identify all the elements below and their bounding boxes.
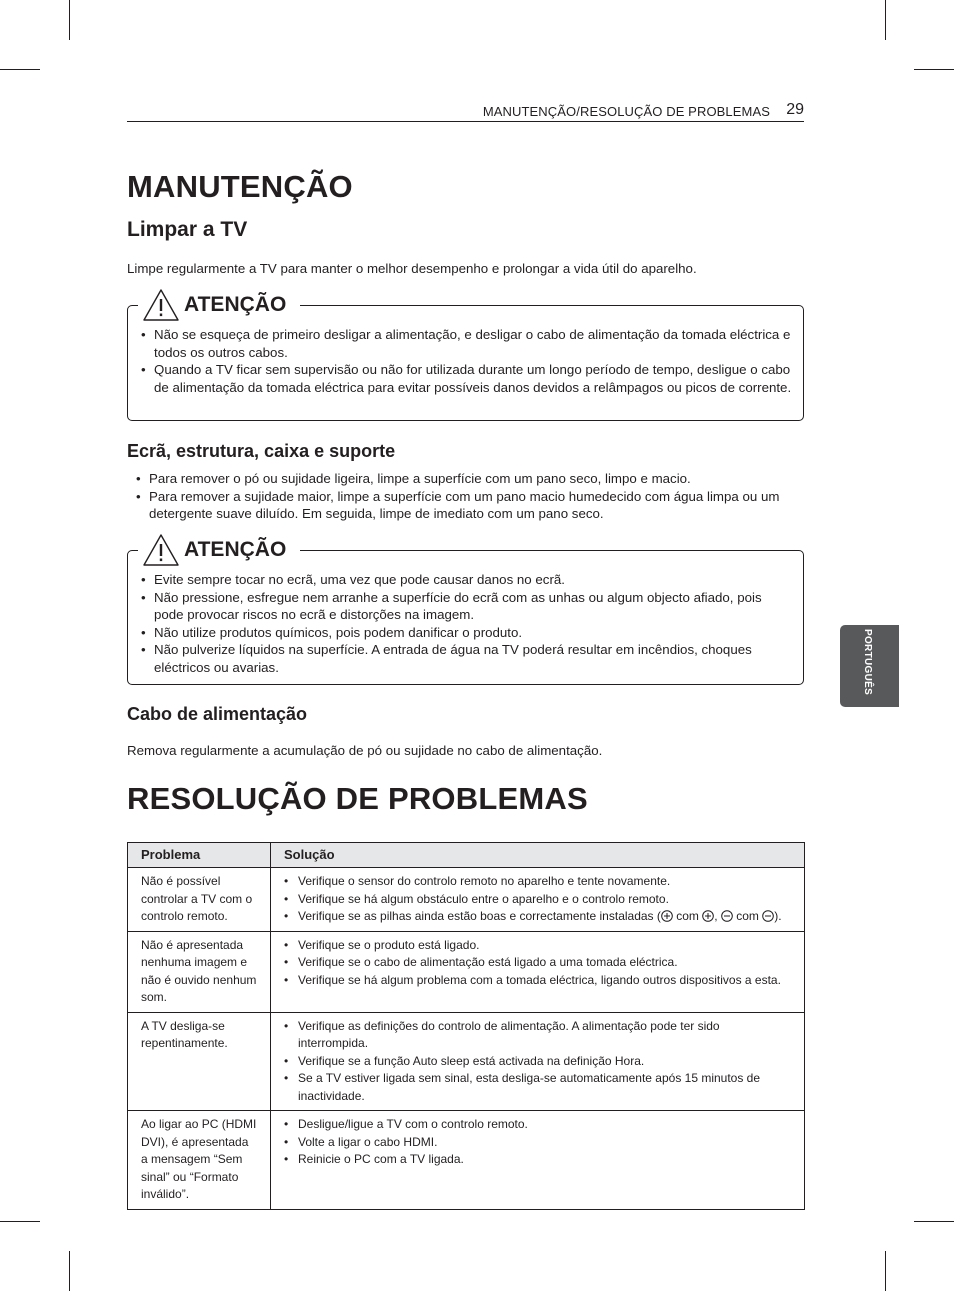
crop-mark <box>0 1221 40 1222</box>
header-section-title: MANUTENÇÃO/RESOLUÇÃO DE PROBLEMAS <box>482 104 770 119</box>
list-item: • Não pressione, esfregue nem arranhe a superfície do ecrã com as unhas ou algum objecto afiado, pois pode provocar riscos no ecrã e distorções na imagem. <box>141 589 793 624</box>
caution-label: ATENÇÃO <box>184 538 287 561</box>
power-cord-text: Remova regularmente a acumulação de pó ou sujidade no cabo de alimentação. <box>127 743 603 758</box>
caution-header <box>138 533 300 567</box>
problem-cell: Não é apresentada nenhuma imagem e não é ouvido nenhum som. <box>128 931 271 1012</box>
problem-cell: Ao ligar ao PC (HDMI DVI), é apresentada a mensagem “Sem sinal” ou “Formato inválido”. <box>128 1111 271 1210</box>
troubleshooting-table <box>127 842 805 1210</box>
list-item <box>284 908 791 926</box>
list-item: • Para remover a sujidade maior, limpe a superfície com um pano macio humedecido com água limpa ou um detergente suave diluído. Em seguida, limpe de imediato com um pano seco. <box>136 488 808 523</box>
list-item: • Volte a ligar o cabo HDMI. <box>284 1134 791 1152</box>
list-item: • Quando a TV ficar sem supervisão ou não for utilizada durante um longo período de tempo, desligue o cabo de alimentação da tomada eléctrica para evitar possíveis danos devidos a relâmpagos ou picos de corrente. <box>141 361 793 396</box>
maintenance-title: MANUTENÇÃO <box>127 169 353 204</box>
caution-label: ATENÇÃO <box>184 293 287 316</box>
power-cord-title: Cabo de alimentação <box>127 704 308 724</box>
battery-text: Verifique se as pilhas ainda estão boas e correctamente instaladas ( <box>298 909 661 923</box>
battery-text: , <box>714 909 721 923</box>
minus-terminal-icon <box>721 910 733 922</box>
battery-text: com <box>672 909 703 923</box>
list-item: • Verifique o sensor do controlo remoto no aparelho e tente novamente. <box>284 873 791 891</box>
crop-mark <box>69 1251 70 1291</box>
crop-mark <box>885 1251 886 1291</box>
clean-tv-title: Limpar a TV <box>127 218 248 241</box>
crop-mark <box>914 69 954 70</box>
caution-list <box>141 571 793 676</box>
list-item: • Verifique se há algum problema com a tomada eléctrica, ligando outros dispositivos a esta. <box>284 972 791 990</box>
list-item: • Não pulverize líquidos na superfície. A entrada de água na TV poderá resultar em incêndios, choques eléctricos ou avarias. <box>141 641 793 676</box>
table-row <box>128 1111 805 1210</box>
crop-mark <box>0 69 40 70</box>
caution-box <box>127 538 804 685</box>
plus-terminal-icon <box>661 910 673 922</box>
solution-cell <box>271 1111 805 1210</box>
problem-cell: A TV desliga-se repentinamente. <box>128 1012 271 1111</box>
list-item: • Desligue/ligue a TV com o controlo remoto. <box>284 1116 791 1134</box>
screen-cleaning-list <box>136 470 808 523</box>
plus-terminal-icon <box>702 910 714 922</box>
caution-list <box>141 326 793 396</box>
crop-mark <box>69 0 70 40</box>
list-item: • Se a TV estiver ligada sem sinal, esta desliga-se automaticamente após 15 minutos de inactividade. <box>284 1070 791 1105</box>
warning-icon <box>142 288 180 322</box>
list-item: • Evite sempre tocar no ecrã, uma vez que pode causar danos no ecrã. <box>141 571 793 589</box>
list-item: • Verifique se há algum obstáculo entre o aparelho e o controlo remoto. <box>284 891 791 909</box>
list-item: • Não se esqueça de primeiro desligar a alimentação, e desligar o cabo de alimentação da tomada eléctrica e todos os outros cabos. <box>141 326 793 361</box>
screen-section-title: Ecrã, estrutura, caixa e suporte <box>127 441 396 461</box>
list-item: • Para remover o pó ou sujidade ligeira, limpe a superfície com um pano seco, limpo e macio. <box>136 470 808 488</box>
troubleshooting-title: RESOLUÇÃO DE PROBLEMAS <box>127 781 588 816</box>
crop-mark <box>914 1221 954 1222</box>
list-item: • Reinicie o PC com a TV ligada. <box>284 1151 791 1169</box>
column-header-solution: Solução <box>271 843 805 868</box>
caution-header <box>138 288 300 322</box>
table-row <box>128 1012 805 1111</box>
page-header <box>127 101 804 122</box>
page-number: 29 <box>786 101 804 118</box>
column-header-problem: Problema <box>128 843 271 868</box>
battery-text: ). <box>774 909 782 923</box>
solution-cell <box>271 931 805 1012</box>
table-header-row <box>128 843 805 868</box>
list-item: • Verifique as definições do controlo de alimentação. A alimentação pode ter sido interrompida. <box>284 1018 791 1053</box>
battery-text: com <box>732 909 763 923</box>
solution-cell <box>271 868 805 932</box>
caution-box <box>127 293 804 421</box>
crop-mark <box>885 0 886 40</box>
solution-cell <box>271 1012 805 1111</box>
problem-cell: Não é possível controlar a TV com o controlo remoto. <box>128 868 271 932</box>
language-tab-label: PORTUGUÊS <box>862 629 873 696</box>
table-row <box>128 868 805 932</box>
list-item: • Não utilize produtos químicos, pois podem danificar o produto. <box>141 624 793 642</box>
list-item: • Verifique se o cabo de alimentação está ligado a uma tomada eléctrica. <box>284 954 791 972</box>
list-item: • Verifique se a função Auto sleep está activada na definição Hora. <box>284 1053 791 1071</box>
table-row <box>128 931 805 1012</box>
language-tab <box>840 625 899 707</box>
minus-terminal-icon <box>762 910 774 922</box>
list-item: • Verifique se o produto está ligado. <box>284 937 791 955</box>
warning-icon <box>142 533 180 567</box>
clean-tv-intro: Limpe regularmente a TV para manter o melhor desempenho e prolongar a vida útil do aparelho. <box>127 261 697 276</box>
